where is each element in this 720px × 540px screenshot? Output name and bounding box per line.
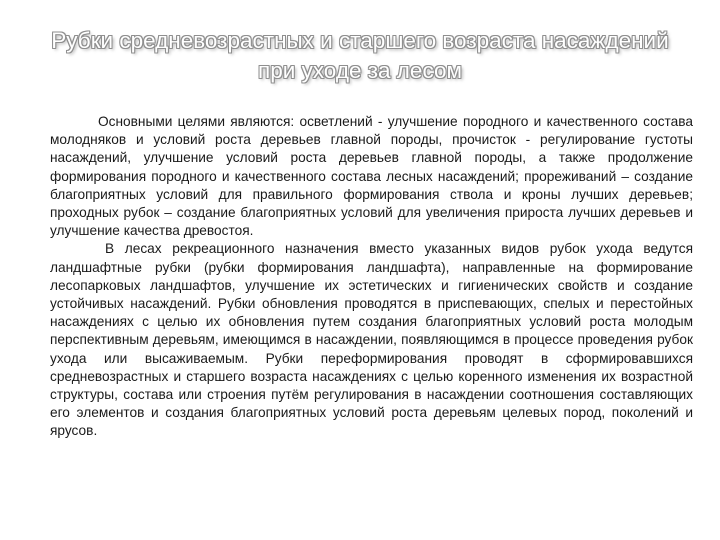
paragraph-recreational-forests: В лесах рекреационного назначения вместо указанных видов рубок ухода ведутся ландшафтные рубки (рубки формирования ландшафта), направленные на формирование лесопарковых ландшафтов, улучшение их эстетических и гигиенических свойств и создание устойчивых насаждений. Рубки обновления проводятся в приспевающих, спелых и перестойных насаждениях с целью их обновления путем создания благоприятных условий роста молодым перспективным деревьям, имеющимся в насаждении, появляющимся в процессе проведения рубок ухода или высаживаемым. Рубки переформирования проводят в сформировавшихся средневозрастных и старшего возраста насаждениях с целью коренного изменения их возрастной структуры, состава или строения путём регулирования в насаждении соотношения составляющих его элементов и создания благоприятных условий роста деревьям целевых пород, поколений и ярусов.: [50, 241, 693, 439]
slide-title-line-2: при уходе за лесом: [258, 58, 462, 83]
slide-body-text: [50, 113, 693, 441]
slide-title: [20, 26, 700, 86]
slide-title-line-1: Рубки средневозрастных и старшего возраста насаждений: [51, 28, 669, 53]
paragraph-goals: Основными целями являются: осветлений - улучшение породного и качественного состава молодняков и условий роста деревьев главной породы, прочисток - регулирование густоты насаждений, улучшение условий роста деревьев главной породы, а также продолжение формирования породного и качественного состава лесных насаждений; прореживаний – создание благоприятных условий для правильного формирования ствола и кроны лучших деревьев; проходных рубок – создание благоприятных условий для увеличения прироста лучших деревьев и улучшение качества древостоя.: [50, 114, 693, 239]
